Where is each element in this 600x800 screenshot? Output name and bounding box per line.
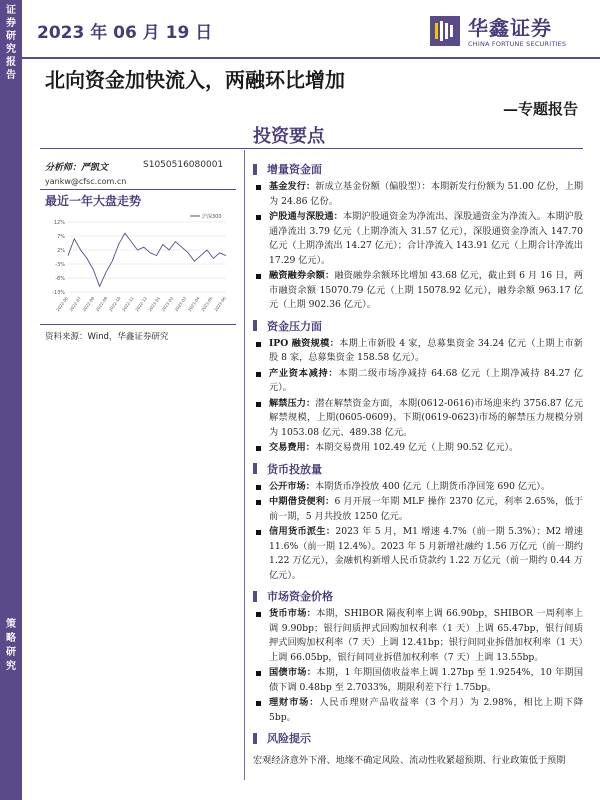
section-3 (253, 587, 583, 725)
section-bar-icon (253, 591, 257, 602)
report-subtitle: —专题报告 (502, 100, 578, 118)
bullet-text: 本期交易费用 102.49 亿元（上期 90.52 亿元）。 (314, 442, 519, 453)
bullet-item (253, 180, 583, 209)
report-date: 2023 年 06 月 19 日 (37, 23, 213, 43)
bullet-item (253, 367, 583, 396)
analyst-name: 分析师：严凯文 (45, 163, 109, 173)
bullet-label: 货币市场： (269, 608, 316, 619)
bullet-label: 国债市场： (269, 667, 317, 678)
y-tick-label: -13% (52, 290, 65, 296)
section-bar-icon (253, 164, 257, 175)
market-trend-chart (40, 210, 236, 322)
chart-source: 资料来源：Wind，华鑫证券研究 (45, 332, 169, 342)
trend-title: 最近一年大盘走势 (45, 194, 142, 208)
x-tick-label: 2022-12 (134, 295, 148, 313)
bullet-text: 本期，SHIBOR 隔夜利率上调 66.90bp，SHIBOR 一周利率上调 9.90bp；银行间质押式回购加权利率（1 天）上调 65.47bp，银行间质押式回购加权利率（7 天）上调 12.41bp；银行间同业拆借加权利率（1 天）上调 66.05bp，银行间同业拆借加权利率（7 天）上调 13.55bp。 (269, 608, 583, 663)
bullet-item (253, 210, 583, 268)
bullet-label: 产业资本减持： (269, 367, 339, 379)
section-bar-icon (253, 320, 257, 331)
y-tick-label: 2% (57, 248, 65, 254)
x-tick-label: 2023-05 (199, 295, 214, 313)
bullet-text: 6 月开展一年期 MLF 操作 2370 亿元，利率 2.65%，低于前一期，5 月共投放 1250 亿元。 (269, 496, 584, 522)
bullet-text: 本期货币净投放 400 亿元（上期货币净回笼 690 亿元）。 (314, 480, 551, 492)
bullet-item (253, 525, 583, 583)
section-0 (253, 160, 583, 313)
section-title-text: 资金压力面 (267, 319, 322, 333)
section-title (253, 160, 583, 178)
column-divider (244, 150, 245, 780)
analyst-email: yankw@cfsc.com.cn (45, 177, 127, 186)
series-line (68, 233, 226, 286)
chart-divider (40, 324, 236, 325)
bullet-item (253, 480, 583, 495)
section-title-text: 增量资金面 (267, 163, 322, 176)
section-2 (253, 460, 583, 584)
x-tick-label: 2022-07 (68, 295, 82, 313)
y-tick-label: 7% (57, 234, 65, 240)
bullet-item (253, 696, 583, 725)
bullet-item (253, 666, 583, 695)
bullet-item (253, 441, 583, 456)
bullet-item (253, 607, 583, 665)
bullet-label: 理财市场： (269, 697, 320, 708)
y-tick-label: 12% (53, 220, 65, 226)
section-4 (253, 729, 583, 768)
x-tick-label: 2023-06 (213, 295, 227, 313)
investment-points-heading: 投资要点 (253, 126, 325, 147)
report-title: 北向资金加快流入，两融环比增加 (45, 68, 345, 92)
bullet-text: 本期，1 年期国债收益率上调 1.27bp 至 1.9254%，10 年期国债下调 0.48bp 至 2.7033%，期限利差下行 1.75bp。 (269, 667, 584, 693)
section-bar-icon (253, 733, 257, 744)
bullet-text: 新成立基金份额（偏股型）：本期新发行份额为 51.00 亿份，上期为 24.86 亿份。 (269, 181, 584, 207)
section-title (253, 460, 583, 478)
bullet-label: 沪股通与深股通： (269, 211, 343, 222)
sidebar-bottom-text: 策略研究 (6, 619, 16, 672)
bullet-text: 本期上市新股 4 家，总募集资金 34.24 亿元（上期上市新股 8 家，总募集资金 158.58 亿元）。 (269, 337, 583, 363)
bullet-item (253, 495, 583, 524)
analyst-cert: S1050516080001 (143, 160, 224, 170)
bullet-label: 基金发行： (269, 181, 316, 192)
section-title (253, 729, 583, 747)
logo-mark-icon (430, 16, 460, 46)
bullet-text: 融资融券余额环比增加 43.68 亿元，截止到 6 月 16 日，两市融资余额 15070.79 亿元（上期 15078.92 亿元），融券余额 963.17 亿元（上期 902.36 亿元）。 (269, 270, 583, 310)
company-logo (430, 10, 580, 54)
bullet-label: 交易费用： (269, 442, 315, 453)
sidebar-top-text: 证券研究报告 (6, 5, 16, 81)
key-points (253, 160, 583, 772)
x-tick-label: 2022-08 (81, 295, 96, 313)
legend-label: 沪深300 (202, 214, 222, 220)
bullet-item (253, 269, 583, 313)
section-title-text: 市场资金价格 (267, 590, 333, 603)
x-tick-label: 2023-01 (147, 295, 161, 313)
analyst-info (45, 160, 235, 173)
header-divider (22, 57, 600, 59)
x-tick-label: 2022-10 (107, 295, 122, 313)
x-tick-label: 2022-06 (55, 295, 69, 313)
section-title-text: 货币投放量 (267, 462, 322, 476)
title-divider (40, 148, 583, 149)
bullet-text: 人民币理财产品收益率（3 个月）为 2.98%，相比上期下降 5bp。 (269, 697, 584, 723)
x-tick-label: 2023-04 (186, 295, 201, 313)
bullet-label: 公开市场： (269, 480, 315, 492)
bullet-label: 融资融券余额： (269, 270, 335, 281)
section-title (253, 317, 583, 335)
left-sidebar (0, 0, 22, 800)
bullet-item (253, 337, 583, 366)
bullet-item (253, 397, 583, 441)
bullet-text: 本期沪股通资金为净流出、深股通资金为净流入。本期沪股通净流出 3.79 亿元（上期净流入 31.57 亿元），深股通资金净流入 147.70 亿元（上期净流出 14.27 亿元）；合计净流入 143.91 亿元（上期合计净流出 17.29 亿元）。 (269, 211, 584, 266)
bullet-text: 2023 年 5 月，M1 增速 4.7%（前一期 5.3%）；M2 增速 11.6%（前一期 12.4%）。2023 年 5 月新增社融约 1.56 万亿元（前一期约 1.22 万亿元），金融机构新增人民币贷款约 1.22 万亿元（前一期约 0.44 万亿元）。 (269, 526, 583, 581)
logo-chinese: 华鑫证券 (468, 16, 552, 40)
logo-english: CHINA FORTUNE SECURITIES (468, 40, 567, 48)
bullet-text: 潜在解禁资金方面，本期(0612-0616)市场迎来约 3756.87 亿元解禁规模，上期(0605-0609)、下期(0619-0623)市场的解禁压力规模分别为 1053.08 亿元、489.38 亿元。 (269, 397, 584, 438)
x-tick-label: 2022-09 (94, 295, 109, 313)
x-tick-label: 2023-03 (173, 295, 188, 313)
x-tick-label: 2022-11 (120, 295, 135, 313)
bullet-label: 信用货币派生： (269, 526, 336, 537)
bullet-text: 本期二级市场净减持 64.68 亿元（上期净减持 84.27 亿元）。 (269, 367, 583, 393)
section-1 (253, 317, 583, 456)
bullet-label: IPO 融资规模： (269, 337, 340, 349)
section-title (253, 587, 583, 605)
section-title-text: 风险提示 (267, 732, 311, 745)
y-tick-label: -8% (55, 276, 65, 282)
analyst-divider (40, 189, 236, 190)
section-bar-icon (253, 463, 257, 474)
bullet-label: 中期借贷便利： (269, 496, 335, 507)
risk-text: 宏观经济意外下滑、地缘不确定风险、流动性收紧超预期、行业政策低于预期 (253, 755, 566, 766)
x-tick-label: 2023-02 (160, 295, 175, 313)
y-tick-label: -3% (55, 262, 65, 268)
bullet-label: 解禁压力： (269, 397, 316, 409)
